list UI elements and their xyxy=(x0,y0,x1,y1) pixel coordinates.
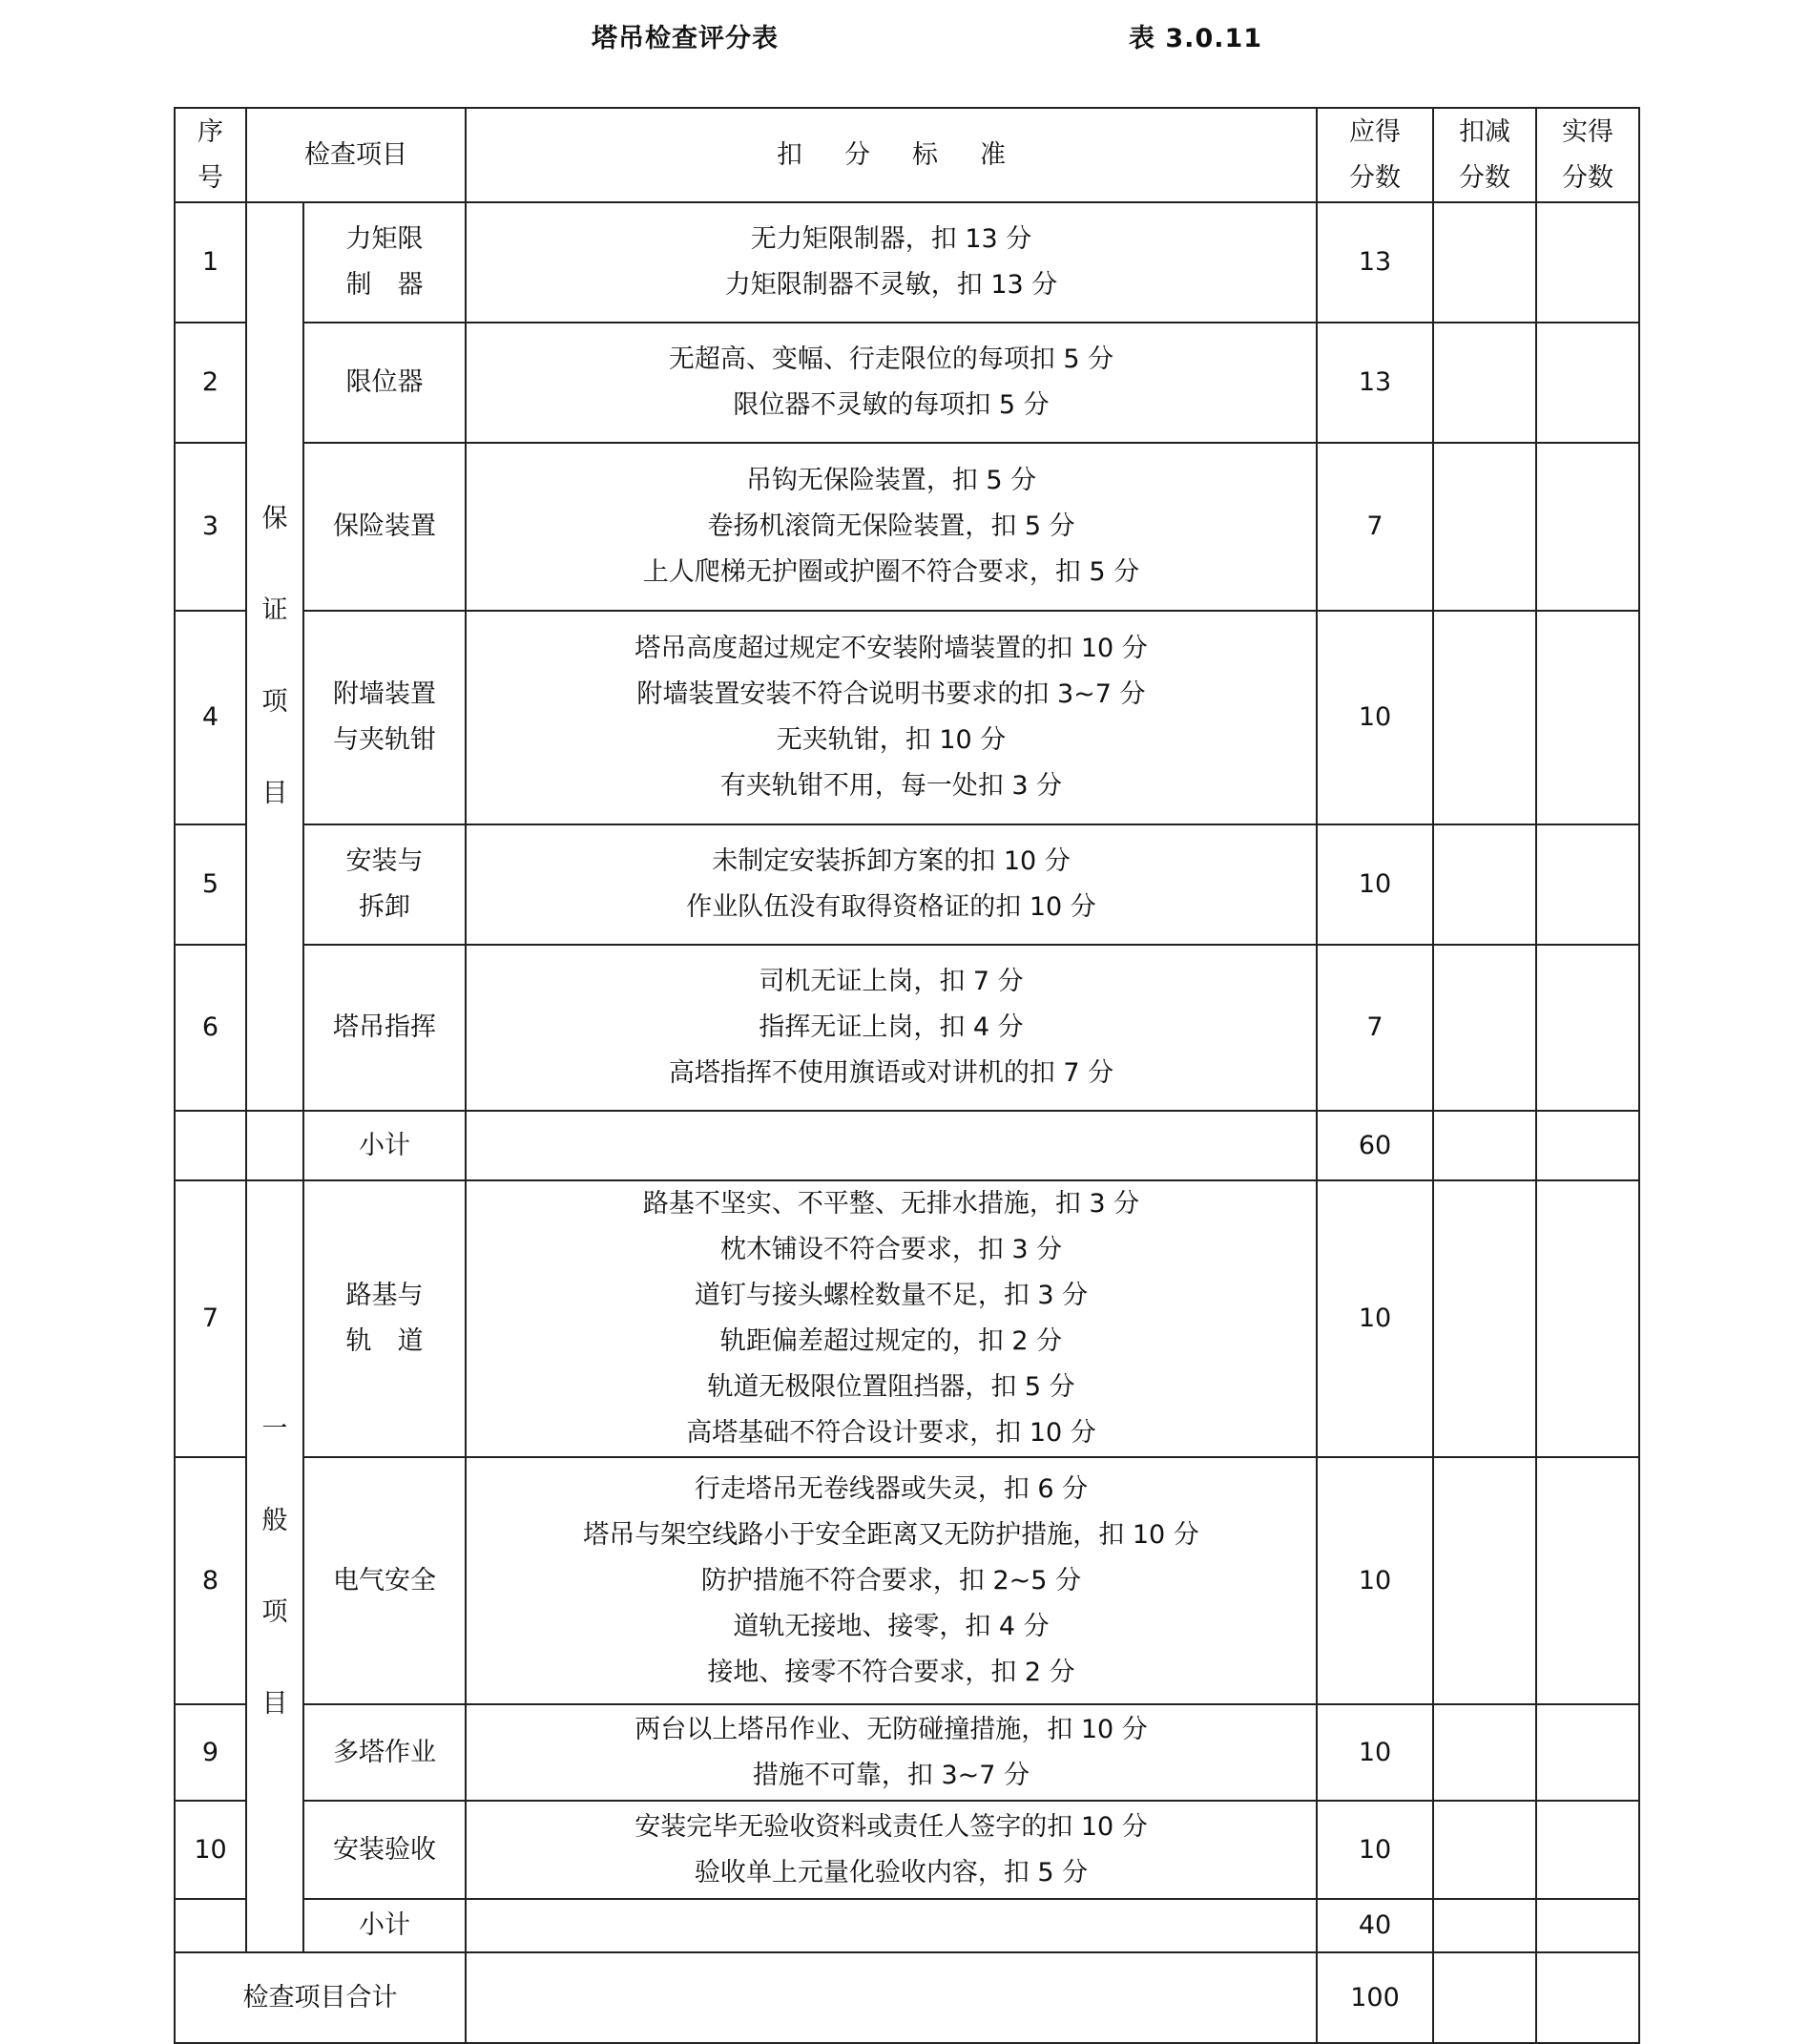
table-row xyxy=(175,202,1639,323)
header-actual: 实得 分数 xyxy=(1536,108,1639,202)
row-seq: 5 xyxy=(175,824,246,945)
row-actual-cell[interactable] xyxy=(1536,1111,1639,1180)
header-deduct: 扣减 分数 xyxy=(1433,108,1536,202)
subtotal-score: 60 xyxy=(1317,1111,1433,1180)
row-criteria: 行走塔吊无卷线器或失灵，扣 6 分 塔吊与架空线路小于安全距离又无防护措施，扣 10 分 防护措施不符合要求，扣 2~5 分 道轨无接地、接零，扣 4 分 接地、接零不符合要求，扣 2 分 xyxy=(466,1457,1317,1704)
subtotal-row-general xyxy=(175,1899,1639,1952)
group-guarantee: 保 证 项 目 xyxy=(246,202,303,1111)
row-criteria: 无力矩限制器，扣 13 分 力矩限制器不灵敏，扣 13 分 xyxy=(466,202,1317,323)
row-criteria: 路基不坚实、不平整、无排水措施，扣 3 分 枕木铺设不符合要求，扣 3 分 道钉与接头螺栓数量不足，扣 3 分 轨距偏差超过规定的，扣 2 分 轨道无极限位置阻挡器，扣 5 分 高塔基础不符合设计要求，扣 10 分 xyxy=(466,1180,1317,1457)
row-seq: 9 xyxy=(175,1704,246,1801)
header-row xyxy=(175,108,1639,202)
row-actual-cell[interactable] xyxy=(1536,202,1639,323)
subtotal-label: 小计 xyxy=(303,1899,466,1952)
table-row xyxy=(175,323,1639,443)
header-item: 检查项目 xyxy=(246,108,466,202)
row-score: 13 xyxy=(1317,323,1433,443)
row-actual-cell[interactable] xyxy=(1536,1457,1639,1704)
row-deduct-cell[interactable] xyxy=(1433,945,1536,1111)
row-item: 多塔作业 xyxy=(303,1704,466,1801)
table-number: 表 3.0.11 xyxy=(1129,24,1263,53)
row-score: 7 xyxy=(1317,945,1433,1111)
row-score: 10 xyxy=(1317,1704,1433,1801)
header-full-score: 应得 分数 xyxy=(1317,108,1433,202)
row-deduct-cell[interactable] xyxy=(1433,1899,1536,1952)
inspection-score-table xyxy=(174,107,1640,2044)
table-row xyxy=(175,443,1639,611)
row-score: 10 xyxy=(1317,1457,1433,1704)
total-score: 100 xyxy=(1317,1952,1433,2043)
row-seq: 1 xyxy=(175,202,246,323)
row-deduct-cell[interactable] xyxy=(1433,824,1536,945)
row-seq: 2 xyxy=(175,323,246,443)
row-actual-cell[interactable] xyxy=(1536,824,1639,945)
row-deduct-cell[interactable] xyxy=(1433,1704,1536,1801)
row-item: 路基与 轨 道 xyxy=(303,1180,466,1457)
row-item: 限位器 xyxy=(303,323,466,443)
table-row xyxy=(175,1180,1639,1457)
header-seq: 序 号 xyxy=(175,108,246,202)
table-row xyxy=(175,1704,1639,1801)
header-criteria: 扣分标准 xyxy=(466,108,1317,202)
row-deduct-cell[interactable] xyxy=(1433,323,1536,443)
row-deduct-cell[interactable] xyxy=(1433,611,1536,824)
row-actual-cell[interactable] xyxy=(1536,611,1639,824)
table-row xyxy=(175,611,1639,824)
row-actual-cell[interactable] xyxy=(1536,1180,1639,1457)
row-deduct-cell[interactable] xyxy=(1433,1457,1536,1704)
row-actual-cell[interactable] xyxy=(1536,443,1639,611)
row-criteria: 未制定安装拆卸方案的扣 10 分 作业队伍没有取得资格证的扣 10 分 xyxy=(466,824,1317,945)
total-actual-cell[interactable] xyxy=(1536,1952,1639,2043)
row-criteria: 安装完毕无验收资料或责任人签字的扣 10 分 验收单上元量化验收内容，扣 5 分 xyxy=(466,1801,1317,1899)
row-actual-cell[interactable] xyxy=(1536,1801,1639,1899)
row-seq: 3 xyxy=(175,443,246,611)
row-seq: 7 xyxy=(175,1180,246,1457)
row-deduct-cell[interactable] xyxy=(1433,1801,1536,1899)
document-title: 塔吊检查评分表 xyxy=(592,24,779,53)
table-row xyxy=(175,1457,1639,1704)
row-seq: 8 xyxy=(175,1457,246,1704)
row-item: 保险装置 xyxy=(303,443,466,611)
row-seq: 4 xyxy=(175,611,246,824)
table-row xyxy=(175,1801,1639,1899)
row-item: 安装验收 xyxy=(303,1801,466,1899)
row-actual-cell[interactable] xyxy=(1536,1899,1639,1952)
table-row xyxy=(175,945,1639,1111)
row-criteria: 吊钩无保险装置，扣 5 分 卷扬机滚筒无保险装置，扣 5 分 上人爬梯无护圈或护圈不符合要求，扣 5 分 xyxy=(466,443,1317,611)
row-item: 附墙装置 与夹轨钳 xyxy=(303,611,466,824)
row-actual-cell[interactable] xyxy=(1536,323,1639,443)
row-score: 13 xyxy=(1317,202,1433,323)
total-label: 检查项目合计 xyxy=(175,1952,466,2043)
group-general: 一 般 项 目 xyxy=(246,1180,303,1952)
row-score: 10 xyxy=(1317,824,1433,945)
table-row xyxy=(175,824,1639,945)
row-item: 塔吊指挥 xyxy=(303,945,466,1111)
row-deduct-cell[interactable] xyxy=(1433,443,1536,611)
row-criteria: 无超高、变幅、行走限位的每项扣 5 分 限位器不灵敏的每项扣 5 分 xyxy=(466,323,1317,443)
row-deduct-cell[interactable] xyxy=(1433,1180,1536,1457)
row-criteria: 塔吊高度超过规定不安装附墙装置的扣 10 分 附墙装置安装不符合说明书要求的扣 3~7 分 无夹轨钳，扣 10 分 有夹轨钳不用，每一处扣 3 分 xyxy=(466,611,1317,824)
row-item: 电气安全 xyxy=(303,1457,466,1704)
subtotal-score: 40 xyxy=(1317,1899,1433,1952)
row-score: 10 xyxy=(1317,1180,1433,1457)
row-actual-cell[interactable] xyxy=(1536,1704,1639,1801)
row-seq: 10 xyxy=(175,1801,246,1899)
row-criteria: 两台以上塔吊作业、无防碰撞措施，扣 10 分 措施不可靠，扣 3~7 分 xyxy=(466,1704,1317,1801)
total-deduct-cell[interactable] xyxy=(1433,1952,1536,2043)
row-deduct-cell[interactable] xyxy=(1433,1111,1536,1180)
row-actual-cell[interactable] xyxy=(1536,945,1639,1111)
subtotal-label: 小计 xyxy=(303,1111,466,1180)
row-score: 10 xyxy=(1317,611,1433,824)
row-criteria: 司机无证上岗，扣 7 分 指挥无证上岗，扣 4 分 高塔指挥不使用旗语或对讲机的扣 7 分 xyxy=(466,945,1317,1111)
subtotal-row-guarantee xyxy=(175,1111,1639,1180)
row-deduct-cell[interactable] xyxy=(1433,202,1536,323)
row-score: 7 xyxy=(1317,443,1433,611)
row-item: 安装与 拆卸 xyxy=(303,824,466,945)
row-item: 力矩限 制 器 xyxy=(303,202,466,323)
row-seq: 6 xyxy=(175,945,246,1111)
total-row xyxy=(175,1952,1639,2043)
row-score: 10 xyxy=(1317,1801,1433,1899)
